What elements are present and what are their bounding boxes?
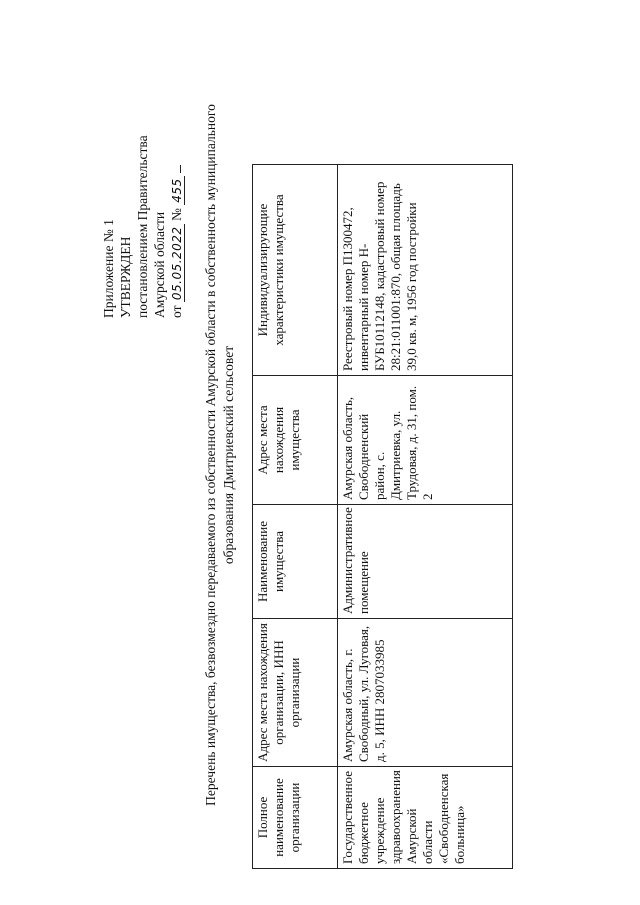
property-table	[252, 164, 513, 869]
approved-label: УТВЕРЖДЕН	[118, 236, 133, 318]
date-prefix: от	[169, 305, 184, 318]
decree-number-handwritten: 455	[170, 178, 184, 203]
cell-property-address: Амурская область, Свободненский район, с. Дмитриевка, ул. Трудовая, д. 31, пом. 2	[338, 376, 513, 505]
number-prefix: №	[169, 208, 184, 222]
document-title-line-2: образования Дмитриевский сельсовет	[221, 345, 236, 565]
header-property-address: Адрес места нахождения имущества	[253, 376, 338, 505]
decree-label: постановлением Правительства	[135, 135, 150, 318]
document-title	[202, 35, 238, 875]
header-organization: Полное наименование организации	[253, 767, 338, 869]
cell-organization-address: Амурская область, г. Свободный, ул. Луговая, д. 5, ИНН 2807033985	[338, 619, 513, 767]
header-property-name: Наименование имущества	[253, 505, 338, 619]
cell-characteristics: Реестровый номер П1300472, инвентарный номер Н-БУБ10112148, кадастровый номер 28:21:011001:870, общая площадь 39,0 кв. м, 1956 год постройки	[338, 165, 513, 376]
region-label: Амурской области	[152, 211, 167, 318]
header-organization-address: Адрес места нахождения организации, ИНН организации	[253, 619, 338, 767]
document-title-line-1: Перечень имущества, безвозмездно передаваемого из собственности Амурской области в собственность муниципального	[203, 104, 218, 806]
header-characteristics: Индивидуализирующие характеристики имущества	[253, 165, 338, 376]
decree-date-line	[168, 18, 186, 318]
cell-property-name: Административное помещение	[338, 505, 513, 619]
table-header-row	[253, 165, 338, 869]
number-underline	[180, 165, 181, 173]
table-row	[338, 165, 513, 869]
cell-organization: Государственное бюджетное учреждение здравоохранения Амурской области «Свободненская больница»	[338, 767, 513, 869]
appendix-label: Приложение № 1	[101, 219, 116, 318]
decree-date-handwritten: 05.05.2022	[170, 226, 184, 301]
approval-stamp-block	[100, 18, 186, 318]
